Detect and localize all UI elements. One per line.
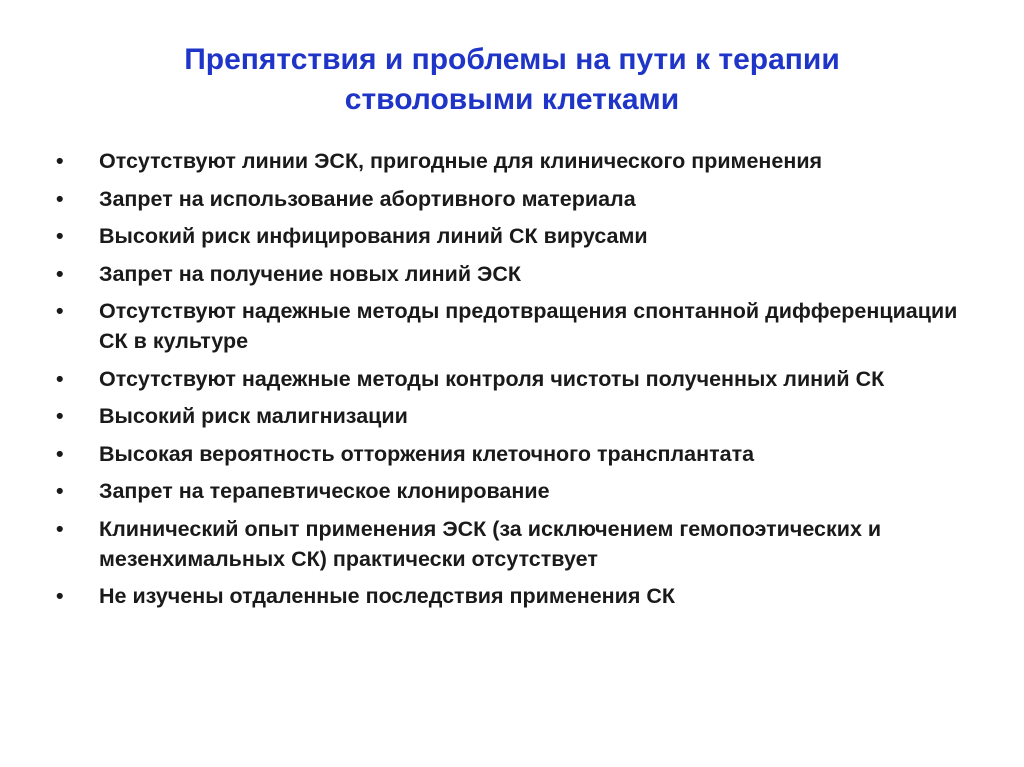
bullet-text: Запрет на получение новых линий ЭСК [99,261,521,286]
bullet-marker: • [56,441,64,466]
bullet-marker: • [56,584,64,608]
bullet-marker: • [56,224,64,248]
bullet-item [56,146,976,176]
bullet-marker: • [56,149,64,173]
bullet-item [56,296,976,356]
bullet-marker: • [56,261,64,286]
bullet-list [56,146,976,619]
bullet-text: Запрет на терапевтическое клонирование [99,479,550,503]
bullet-marker: • [56,366,64,391]
bullet-marker: • [56,404,64,428]
bullet-item [56,364,976,394]
bullet-text: Отсутствуют надежные методы контроля чистоты полученных линий СК [99,366,885,391]
bullet-item [56,221,976,251]
bullet-item [56,581,976,611]
bullet-text: Не изучены отдаленные последствия применения СК [99,584,676,608]
bullet-text: Отсутствуют надежные методы предотвращения спонтанной дифференциации СК в культуре [99,299,958,353]
slide-title [0,40,1024,120]
bullet-text: Высокий риск малигнизации [99,404,408,428]
bullet-marker: • [56,479,64,503]
bullet-text: Запрет на использование абортивного материала [99,186,636,211]
bullet-marker: • [56,299,64,323]
bullet-item [56,184,976,214]
bullet-item [56,514,976,574]
bullet-text: Клинический опыт применения ЭСК (за исключением гемопоэтических и мезенхимальных СК) практически отсутствует [99,516,882,571]
bullet-item [56,476,976,506]
bullet-marker: • [56,186,64,211]
slide-title-line-2: стволовыми клетками [344,83,680,116]
slide-title-line-1: Препятствия и проблемы на пути к терапии [184,43,840,76]
bullet-item [56,439,976,469]
bullet-item [56,259,976,289]
bullet-text: Высокая вероятность отторжения клеточного трансплантата [99,441,755,466]
bullet-item [56,401,976,431]
bullet-text: Отсутствуют линии ЭСК, пригодные для клинического применения [99,149,823,173]
bullet-text: Высокий риск инфицирования линий СК вирусами [99,224,648,248]
bullet-marker: • [56,516,64,541]
